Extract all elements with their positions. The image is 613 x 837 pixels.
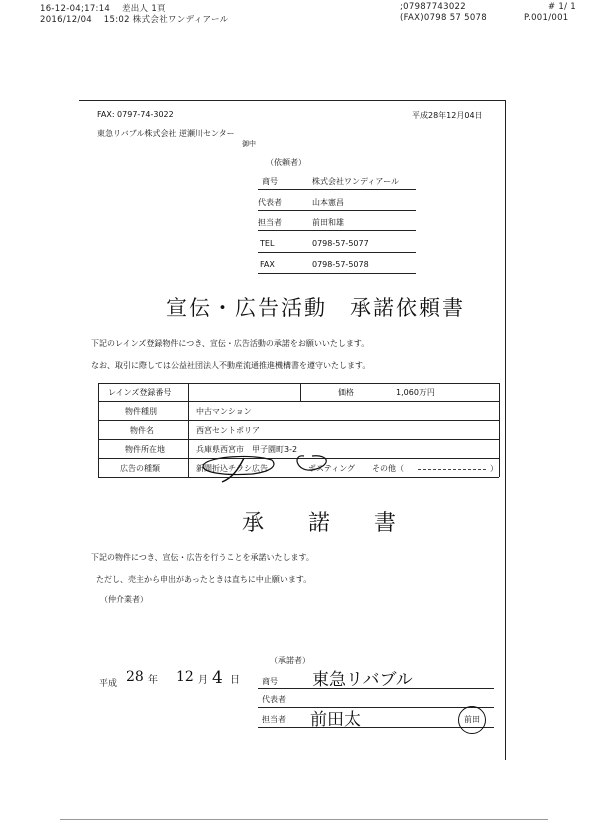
handwritten-selection-circles-icon [192,446,332,486]
table-row-divider-2 [98,420,499,421]
requester-person-underline [258,230,416,231]
requester-company-label: 商号 [262,177,278,186]
sign-month: 12 [176,669,194,685]
bottom-divider [60,819,548,820]
sign-era: 平成 [99,679,118,689]
requester-tel-underline [258,252,416,253]
recipient-company: 東急リバブル株式会社 逆瀬川センター [97,129,235,138]
fax-header-line2-left: 2016/12/04 15:02 株式会社ワンディアール [40,15,229,25]
price-value: 1,060万円 [396,388,435,397]
requester-company-underline [258,189,416,190]
document-title: 宣伝・広告活動 承諾依頼書 [166,296,465,320]
requester-fax-value: 0798-57-5078 [312,260,369,269]
signer-company-label: 商号 [262,677,278,686]
address-label: 物件所在地 [125,445,165,454]
agent-heading: （仲介業者） [100,595,148,604]
signer-person-value: 前田太 [310,710,361,730]
fax-header-line2-mid: (FAX)0798 57 5078 [400,13,487,23]
table-price-divider [300,383,301,401]
requester-rep-value: 山本憲昌 [312,198,344,207]
media-other-blank [418,469,486,470]
requester-rep-label: 代表者 [258,198,282,207]
sign-year: 28 [126,669,144,685]
requester-heading: （依頼者） [266,158,306,167]
fax-header-page: # 1/ 1 [548,2,577,12]
table-label-divider [188,383,189,477]
personal-seal-text: 前田 [464,715,480,724]
signer-person-label: 担当者 [262,715,286,724]
requester-rep-underline [258,210,416,211]
signer-company-underline [258,688,494,689]
address-value: 兵庫県西宮市 甲子園町3-2 [196,445,298,454]
requester-fax-underline [258,273,416,274]
sign-month-unit: 月 [198,675,208,686]
price-label: 価格 [338,388,354,397]
requester-person-value: 前田和雄 [312,218,344,227]
document-date: 平成28年12月04日 [412,111,483,120]
intro-line-1: 下記のレインズ登録物件につき、宣伝・広告活動の承諾をお願いいたします。 [91,339,370,348]
requester-fax-label: FAX [260,260,275,269]
table-row-divider-3 [98,439,499,440]
media-label: 広告の種類 [120,464,160,473]
requester-company-value: 株式会社ワンディアール [312,177,399,186]
fax-header-line1-right: ;07987743022 [400,2,466,12]
intro-line-2: なお、取引に際しては公益社団法人不動産流通推進機構書を遵守いたします。 [91,361,371,370]
consent-line-1: 下記の物件につき、宣伝・広告を行うことを承諾いたします。 [91,553,314,562]
table-row-divider-1 [98,401,499,402]
consent-line-2: ただし、売主から申出があったときは直ちに中止願います。 [96,575,312,584]
sign-year-unit: 年 [148,675,158,686]
fax-header-line1-left: 16-12-04;17:14 差出人 1頁 [40,4,166,14]
signer-heading: （承諾者） [270,656,310,665]
requester-person-label: 担当者 [258,218,282,227]
name-value: 西宮セントポリア [196,426,260,435]
type-value: 中古マンション [196,407,252,416]
reins-label: レインズ登録番号 [108,388,172,397]
fax-to: FAX: 0797-74-3022 [97,110,174,119]
requester-tel-value: 0798-57-5077 [312,239,369,248]
signer-company-value: 東急リバブル [312,670,413,690]
media-option-posting: ポスティング [308,464,356,473]
table-border-left [98,383,99,477]
table-border-right [499,383,500,477]
recipient-suffix: 御中 [242,140,256,148]
requester-tel-label: TEL [260,239,275,248]
sign-day-unit: 日 [230,675,240,686]
personal-seal [458,706,486,734]
consent-title: 承 諾 書 [242,511,397,536]
type-label: 物件種別 [125,407,157,416]
name-label: 物件名 [130,426,154,435]
media-option-other-close: ） [490,464,498,473]
signer-rep-label: 代表者 [262,695,286,704]
sign-day: 4 [212,668,223,688]
fax-header-line2-right: P.001/001 [524,13,569,23]
table-border-top [98,383,499,384]
media-option-flyer: 新聞折込チラシ広告 [196,464,268,473]
media-option-other: その他（ [372,464,404,473]
